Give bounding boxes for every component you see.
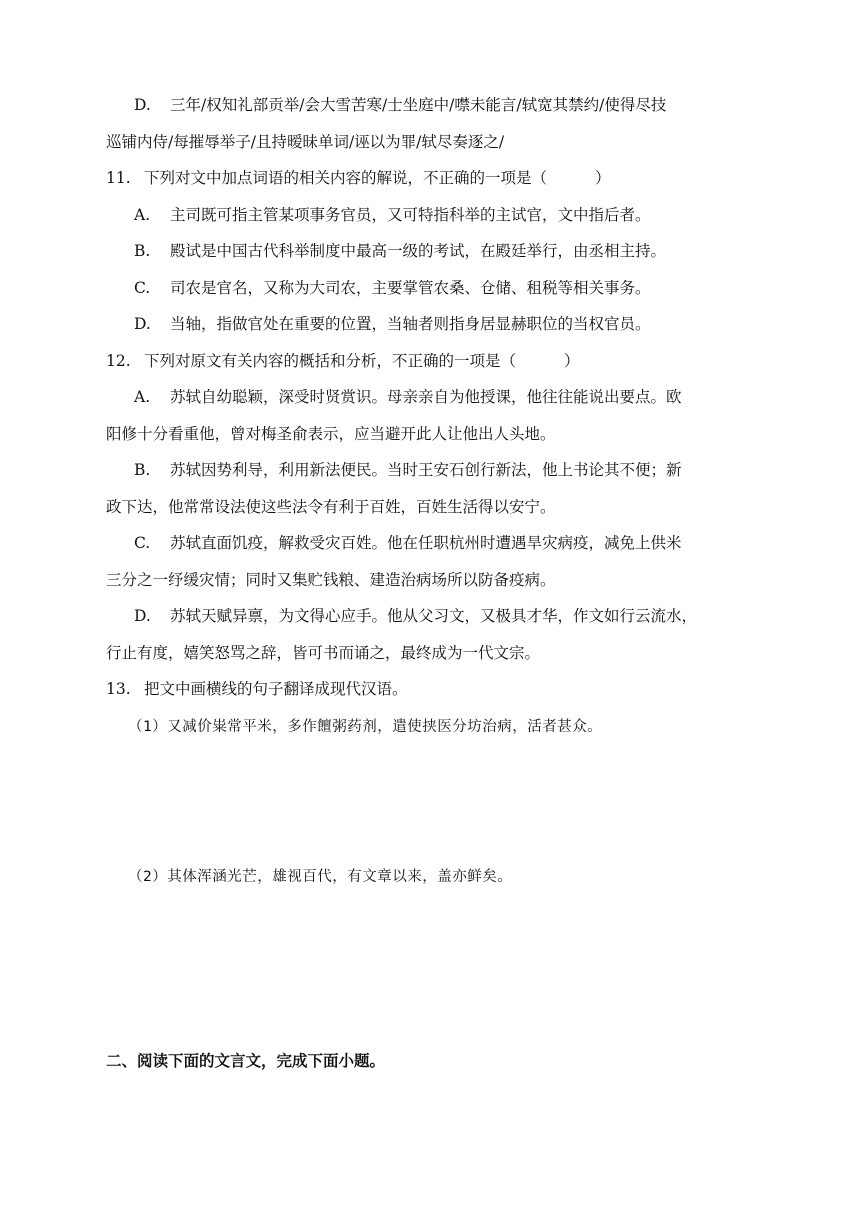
q11-option-c <box>134 277 651 299</box>
answer-paren-close: ） <box>564 352 580 370</box>
question-number: 11. <box>106 169 131 187</box>
q12-option-a-continuation: 阳修十分看重他，曾对梅圣俞表示，应当避开此人让他出人头地。 <box>106 425 556 443</box>
option-label: B. <box>134 242 151 260</box>
q12-option-c-continuation: 三分之一纾缓灾情；同时又集贮钱粮、建造治病场所以防备疫病。 <box>106 571 556 589</box>
option-text: 司农是官名，又称为大司农，主要掌管农桑、仓储、租税等相关事务。 <box>170 279 651 297</box>
option-label: B. <box>134 461 151 479</box>
option-text: 苏轼天赋异禀，为文得心应手。他从父习文，又极具才华，作文如行云流水， <box>170 607 698 625</box>
q10-option-d <box>134 94 666 116</box>
q11-option-b <box>134 240 666 262</box>
question-number: 12. <box>106 352 131 370</box>
q11-stem <box>106 167 611 189</box>
option-text: 三年/权知礼部贡举/会大雪苦寒/士坐庭中/噤未能言/轼宽其禁约/使得尽技 <box>170 96 667 114</box>
question-text: 把文中画横线的句子翻译成现代汉语。 <box>144 680 408 698</box>
q12-option-c <box>134 532 682 554</box>
option-text: 苏轼自幼聪颖，深受时贤赏识。母亲亲自为他授课，他往往能说出要点。欧 <box>170 388 682 406</box>
option-text: 主司既可指主管某项事务官员，又可特指科举的主试官，文中指后者。 <box>170 206 651 224</box>
q12-option-d-continuation: 行止有度，嬉笑怒骂之辞，皆可书而诵之，最终成为一代文宗。 <box>106 644 541 662</box>
q12-stem <box>106 350 580 372</box>
q11-option-a <box>134 204 651 226</box>
option-label: D. <box>134 315 151 333</box>
option-label: D. <box>134 607 151 625</box>
option-text: 苏轼直面饥疫，解救受灾百姓。他在任职杭州时遭遇旱灾病疫，减免上供米 <box>170 534 682 552</box>
q13-sub-question-2: （2）其体浑涵光芒，雄视百代，有文章以来，盖亦鲜矣。 <box>128 869 513 885</box>
option-text: 苏轼因势利导，利用新法便民。当时王安石创行新法，他上书论其不便；新 <box>170 461 682 479</box>
option-label: C. <box>134 279 151 297</box>
q10-option-d-continuation: 巡铺内侍/每摧辱举子/且持暧昧单词/诬以为罪/轼尽奏逐之/ <box>106 133 505 151</box>
option-label: C. <box>134 534 151 552</box>
question-number: 13. <box>106 680 131 698</box>
question-text: 下列对原文有关内容的概括和分析，不正确的一项是（ <box>144 352 517 370</box>
q12-option-b-continuation: 政下达，他常常设法使这些法令有利于百姓，百姓生活得以安宁。 <box>106 498 556 516</box>
answer-paren-close: ） <box>595 169 611 187</box>
q13-stem <box>106 678 408 700</box>
option-text: 当轴，指做官处在重要的位置，当轴者则指身居显赫职位的当权官员。 <box>170 315 651 333</box>
question-text: 下列对文中加点词语的相关内容的解说，不正确的一项是（ <box>144 169 548 187</box>
q12-option-a <box>134 386 682 408</box>
option-label: D. <box>134 96 151 114</box>
q11-option-d <box>134 313 651 335</box>
q12-option-b <box>134 459 682 481</box>
q12-option-d <box>134 605 697 627</box>
option-label: A. <box>134 206 151 224</box>
option-text: 殿试是中国古代科举制度中最高一级的考试，在殿廷举行，由丞相主持。 <box>170 242 667 260</box>
option-label: A. <box>134 388 151 406</box>
section-heading: 二、阅读下面的文言文，完成下面小题。 <box>106 1052 386 1070</box>
q13-sub-question-1: （1）又减价粜常平米，多作饘粥药剂，遣使挟医分坊治病，活者甚众。 <box>128 719 603 735</box>
